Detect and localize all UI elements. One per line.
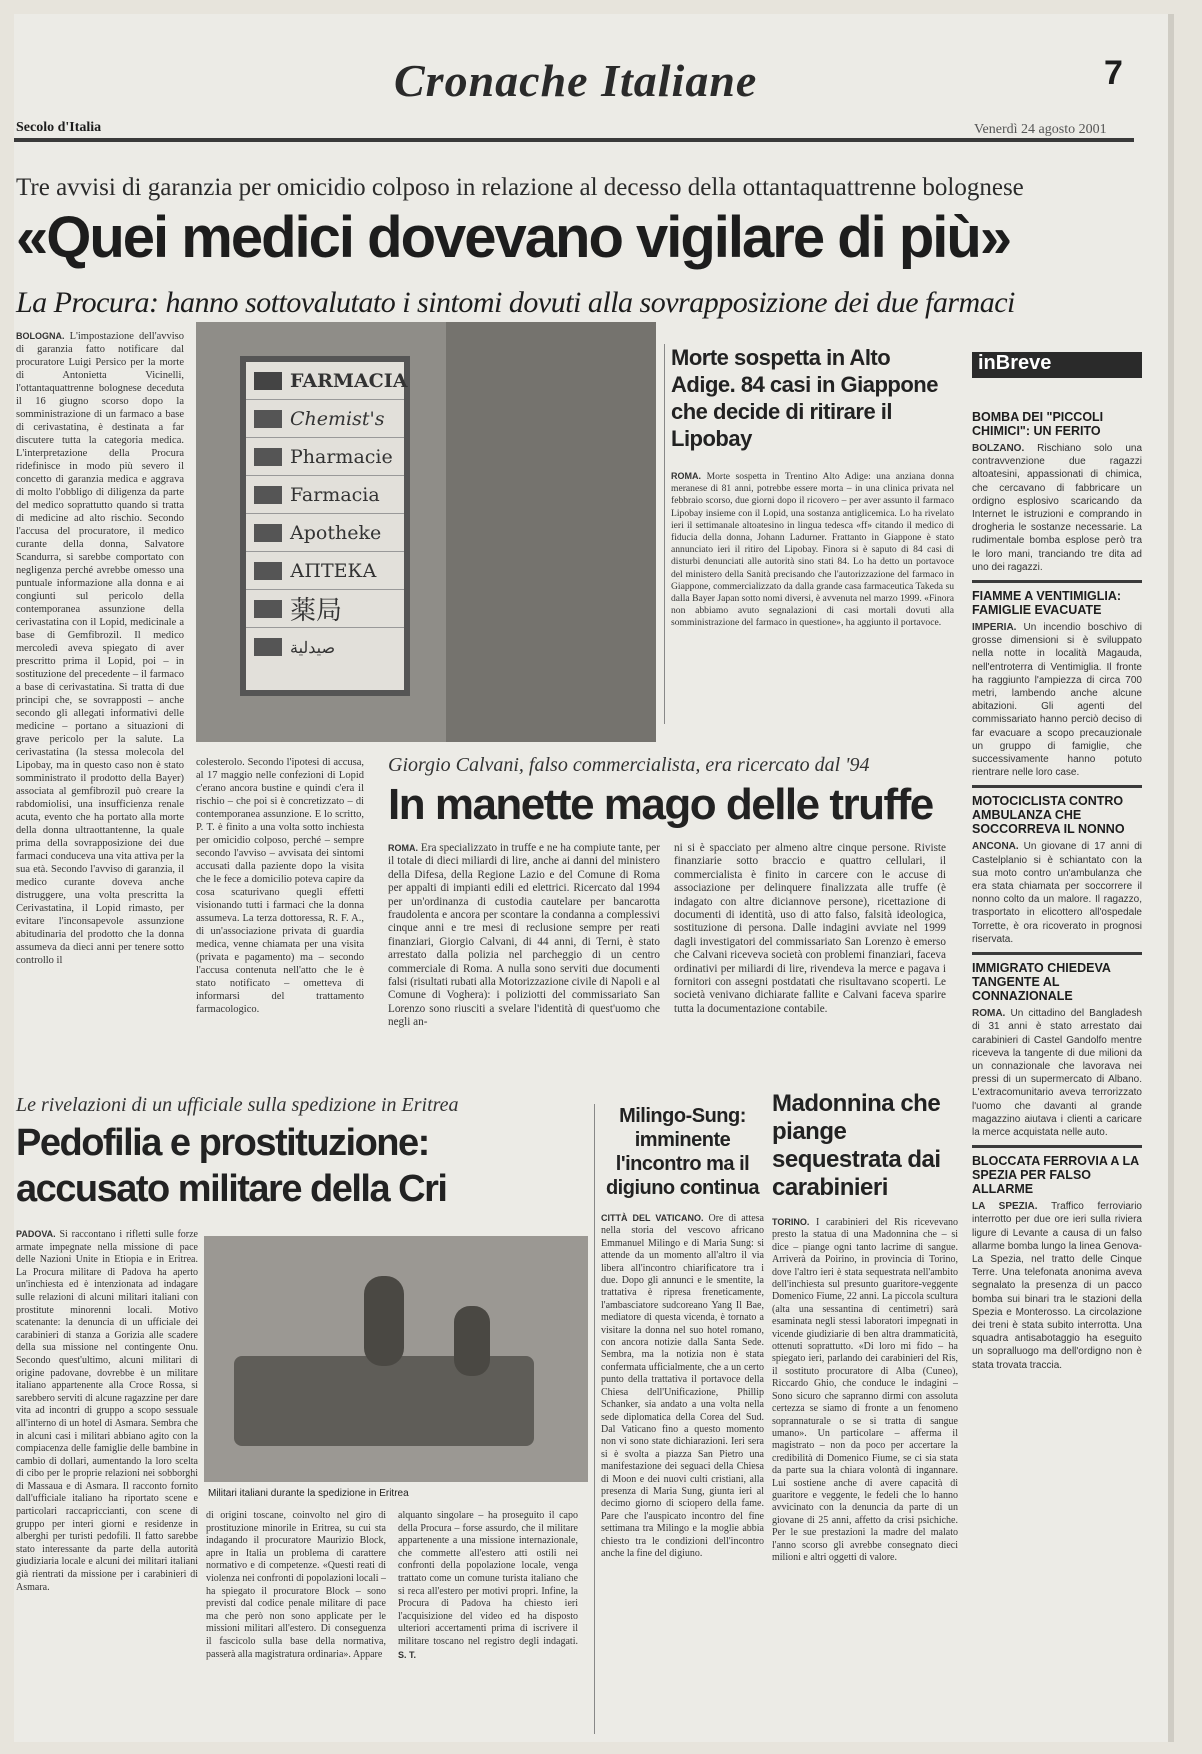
truffe-column-2 <box>674 842 946 1082</box>
brief-divider <box>972 580 1142 583</box>
brief-dateline: ROMA. <box>972 1008 1006 1020</box>
brief-body <box>972 1200 1142 1372</box>
truffe-col1-text: Era specializzato in truffe e ne ha compiute tante, per il totale di dieci miliardi di lire, anche ai danni del ministero della Difesa, della Regione Lazio e del Comune di Roma per appalti di impianti edili ed elettrici. Ricercato dal 1994 per un'ordinanza di custodia cautelare per bancarotta fraudolenta e ancora per scontare la condanna a complessivi cinque anni e tre mesi di reclusione sempre per reati finanziari, Giorgio Calvani, di 44 anni, di Terni, è stato arrestato dalla polizia nel parcheggio di un centro commerciale di Roma. A nulla sono serviti due documenti falsi (risultati rubati alla Motorizzazione civile di Napoli e al Comune di Voghera): i poliziotti del commissariato San Lorenzo sono riusciti a svelare l'identità di quest'uomo che negli an- <box>388 842 660 1029</box>
truffe-col2-text: ni si è spacciato per almeno altre cinque persone. Riviste finanziarie sotto braccio e quattro cellulari, il commercialista è finito in carcere con le accuse di associazione per delinquere finalizzata alle truffe (è indagato con altre diciannove persone), ricettazione di documenti di identità, uso di atto falso, falsità ideologica, sostituzione di persona. Dalle indagini avviate nel 1999 dagli investigatori del commissariato San Lorenzo è emerso che Calvani riceveva società con problemi finanziari, faceva ordinativi per miliardi di lire, rivendeva la merce e pagava i fornitori con assegni postdatati che risultavano scoperti. Le società venivano dichiarate fallite e Calvani faceva sparire tutta la documentazione contabile. <box>674 842 946 1015</box>
milingo-body <box>601 1212 764 1682</box>
soldier-shape <box>364 1276 404 1366</box>
building-wall <box>446 322 656 742</box>
pharmacy-sign <box>240 356 410 696</box>
cross-icon <box>254 372 282 390</box>
cri-photo-caption: Militari italiani durante la spedizione in Eritrea <box>208 1488 409 1499</box>
milingo-text: Ore di attesa nella storia del vescovo africano Emmanuel Milingo e di Maria Sung: si attende da un momento all'altro il via libera all'incontro chiarificatore tra i due. Dopo gli annunci e le smentite, la trattativa è ripresa freneticamente, l'ambasciatore sudcoreano Yang Il Bae, mediatore di questa vicenda, è tornato a visitare la donna nel suo hotel romano, con ancora notizie dalla Santa Sede. Sembra, ma la notizia non è stata confermata ufficialmente, che a un certo punto della trattativa il portavoce della Chiesa dell'Unificazione, Phillip Schanker, sia andato a una volta nella sede diplomatica della Corea del Sud. Dal Vaticano fino a questo momento non vi sono state dichiarazioni. Ieri sera si è svolta a piazza San Pietro una manifestazione dei seguaci della Chiesa di Moon e dei nuovi culti cristiani, alla presenza di Maria Sung, giunta ieri al decimo giorno di sciopero della fame. Pare che l'auspicato incontro del fine settimana tra Milingo e la moglie abbia chiesto tra le condizioni dell'incontro anche la fine del digiuno. <box>601 1213 764 1559</box>
brief-body <box>972 621 1142 779</box>
flag-icon <box>254 448 282 466</box>
sign-word: АПТЕКА <box>290 559 377 582</box>
issue-date: Venerdì 24 agosto 2001 <box>974 122 1107 137</box>
sign-row <box>246 514 404 552</box>
truffe-column-1 <box>388 842 660 1082</box>
lipobay-text: Morte sospetta in Trentino Alto Adige: una anziana donna meranese di 81 anni, potrebbe essere morta – in una clinica privata nel febbraio scorso, due giorni dopo il ricovero – per aver assunto il farmaco Lipobay insieme con il Lopid, una sostanza antiglicemica. Lo ha rivelato ieri il settimanale altoatesino in lingua tedesca «ff» citando il medico di fiducia della donna, Johann Ladurner. Frattanto in Giappone è stato annunciato ieri il ritiro del Lipobay. Finora si è saputo di 84 casi di disturbi denunciati alle autorità sino stati 84. Lo ha detto un portavoce del ministero della Sanità precisando che l'autorizzazione del farmaco in Giappone, commercializzato da dalla grande casa farmaceutica Takeda su dalla Bayer Japan sotto nomi diversi, è avvenuta nel marzo 1999. «Finora non abbiamo avuto segnalazioni di casi mortali dovuti alla somministrazione del farmaco in questione», ha aggiunto il portavoce. <box>671 471 954 629</box>
tank-shape <box>234 1356 534 1446</box>
newspaper-page <box>14 14 1174 1742</box>
sign-row <box>246 628 404 666</box>
milingo-box <box>594 1104 764 1734</box>
brief-text: Un cittadino del Bangladesh di 31 anni è stato arrestato dai carabinieri di Castel Gandolfo mentre riceveva la tangente di due milioni da un connazionale che lavorava nei pressi di un supermercato di Albano. L'extracomunitario aveva terrorizzato l'uomo che davanti al grande magazzino aiutava i clienti a caricare la merce acquistata nelle auto. <box>972 1008 1142 1138</box>
brief-divider <box>972 1145 1142 1148</box>
sign-row <box>246 476 404 514</box>
madonnina-box <box>772 1090 958 1730</box>
flag-icon <box>254 562 282 580</box>
lead-headline: «Quei medici dovevano vigilare di più» <box>16 205 1011 270</box>
lead-dateline: BOLOGNA. <box>16 331 65 341</box>
sign-row <box>246 438 404 476</box>
sign-word: Chemist's <box>290 407 385 430</box>
sign-word: 薬局 <box>290 596 343 626</box>
brief-item <box>972 410 1142 574</box>
sign-word: Pharmacie <box>290 445 393 468</box>
madonnina-text: I carabinieri del Ris ricevevano presto la statua di una Madonnina che – si dice – piange ogni tanto lacrime di sangue. Arriverà da Poirino, in provincia di Torino, dove l'altro ieri è stata sequestrata nell'ambito dell'inchiesta sul presunto guaritore-veggente Domenico Fiume, 22 anni. La piccola scultura (alta una sessantina di centimetri) sarà esaminata negli stessi laboratori impegnati in vicende giudiziarie di ben altra drammaticità, ottenuti soprattutto. «Di loro mi fido – ha spiegato ieri, parlando dei carabinieri del Ris, il sostituto procuratore di Alba (Cuneo), Riccardo Ghio, che conduce le indagini – Sono sicuro che sapranno dirmi con assoluta certezza se siamo di fronte a un fenomeno soprannaturale o se si tratta di sangue umano». Un particolare – afferma il magistrato – non da poco per accertare la credibilità di Domenico Fiume, se ci sia stata da parte sua la chiara volontà di ingannare. Lui sostiene anche di avere capacità di guaritore e veggente, le fedeli che lo hanno avvicinato con la denuncia da parte di un giovane di 25 anni, affetto da crisi psichiche. Per le sue prestazioni la madre del malato l'anno scorso gli avrebbe consegnato dieci milioni e altri oggetti di valore. <box>772 1217 958 1563</box>
sign-word: صيدلية <box>290 637 336 657</box>
brief-body <box>972 840 1142 946</box>
brief-title: FIAMME A VENTIMIGLIA: FAMIGLIE EVACUATE <box>972 589 1122 618</box>
flag-icon <box>254 524 282 542</box>
cri-column-3 <box>398 1510 578 1738</box>
masthead-rule <box>14 138 1134 142</box>
flag-icon <box>254 486 282 504</box>
brief-text: Un giovane di 17 anni di Castelplanio si è schiantato con la sua moto contro un'ambulanza che era stata chiamata per soccorrere il nonno colto da un malore. Il ragazzo, trasportato in elicottero all'ospedale Torrette, è ora ricoverato in prognosi riservata. <box>972 841 1142 945</box>
cri-col1-text: Si raccontano i rifletti sulle forze armate impegnate nella missione di pace delle Nazioni Unite in Etiopia e in Eritrea. La Procura militare di Padova ha aperto un'inchiesta ed è intenzionata ad indagare sulle relazioni di alcuni militari italiani con prostitute minorenni locali. Motivo scatenante: la denuncia di un ufficiale dei carabinieri di stanza a Gorizia alle scadere della sua missione nel contingente Onu. Secondo quest'ultimo, alcuni militari di origine padovane, dovrebbe è un militare italiano appartenente alla Croce Rossa, si sarebbero serviti di alcune ragazzine per dare vita ad incontri di gruppo a scopo sessuale all'interno di un hotel di Asmara. Sembra che in alcuni casi i militari abbiano agito con la compiacenza delle famiglie delle bambine in cambio di dollari, aumentando la loro scelta di cibo per le proprie relazioni nei sobborghi di Massaua e di Asmara. Il racconto fornito dall'ufficiale italiano ha riportato scene e particolari raccapriccianti, con scene di gruppo per interi giorni e residenze in alberghi per turisti pedofili. Il fatto sarebbe stato interessante da parte della autorità giudiziaria locale e alcuni dei militari italiani già rientrati da missione per i carabinieri di Asmara. <box>16 1229 198 1593</box>
truffe-dateline: ROMA. <box>388 843 418 853</box>
cri-dateline: PADOVA. <box>16 1229 56 1239</box>
cri-kicker: Le rivelazioni di un ufficiale sulla spedizione in Eritrea <box>16 1094 459 1116</box>
cri-signature: S. T. <box>398 1649 417 1660</box>
lead-kicker: Tre avvisi di garanzia per omicidio colposo in relazione al decesso della ottantaquattrenne bolognese <box>16 174 1024 201</box>
lipobay-box <box>664 344 954 724</box>
sign-row <box>246 590 404 628</box>
brief-item <box>972 961 1142 1139</box>
brief-body <box>972 442 1142 574</box>
flag-icon <box>254 638 282 656</box>
cri-column-1 <box>16 1228 198 1738</box>
brief-title: BLOCCATA FERROVIA A LA SPEZIA PER FALSO ALLARME <box>972 1154 1139 1197</box>
brief-text: Un incendio boschivo di grosse dimensioni si è sviluppato nella notte in località Magauda, nell'entroterra di Ventimiglia. Il fronte ha raggiunto l'ampiezza di circa 700 metri, lambendo anche alcune abitazioni. Gli agenti del commissariato hanno perciò deciso di far evacuare a scopo precauzionale un gruppo di famiglie, che successivamente hanno potuto rientrare nelle loro case. <box>972 622 1142 779</box>
soldier-shape <box>454 1306 490 1376</box>
sign-word: FARMACIA <box>290 369 408 392</box>
section-title: Cronache Italiane <box>394 55 758 106</box>
brief-title: BOMBA DEI "PICCOLI CHIMICI": UN FERITO <box>972 410 1104 438</box>
inbreve-column <box>972 410 1142 1730</box>
lead-column-2 <box>196 756 364 1046</box>
sign-row <box>246 552 404 590</box>
lipobay-dateline: ROMA. <box>671 471 701 481</box>
lead-column-1 <box>16 330 184 1046</box>
truffe-headline: In manette mago delle truffe <box>388 780 933 829</box>
milingo-title: Milingo-Sung: imminente l'incontro ma il digiuno continua <box>605 1105 760 1199</box>
cri-col2-text: di origini toscane, coinvolto nel giro di prostituzione minorile in Eritrea, su cui sta indagando il procuratore Maurizio Block, apre in Italia un problema di carattere normativo e di competenze. «Questi reati di violenza nei confronti di popolazioni locali – ha spiegato il procuratore Block – sono previsti dal codice penale militare di pace ma che però non sono applicate per le missioni militari all'estero. Di conseguenza il fascicolo sulla base della normativa, passerà alla magistratura ordinaria». Appare <box>206 1510 386 1660</box>
lead-col2-text: colesterolo. Secondo l'ipotesi di accusa, al 17 maggio nelle confezioni di Lopid c'erano ancora bustine e quindi c'era il rischio – che poi si è concretizzato – di contemporanea assunzione. E lo scritto, P. T. è finito a una volta sotto inchiesta per omicidio colposo, perché – sempre secondo l'avviso – avvisata dei sintomi accusati dalla paziente dopo la visita che le fece a domicilio poteva capire da cosa scaturivano quegli effetti visionando tutti i farmaci che la donna assumeva. La terza dottoressa, R. F. A., di un'associazione privata di guardia medica, venne chiamata per una visita (privata e pagamento) ma – secondo l'accusa contenuta nell'atto che le è stato notificato – ometteva di informarsi del trattamento farmacologico. <box>196 757 364 1015</box>
brief-dateline: BOLZANO. <box>972 443 1025 454</box>
brief-item <box>972 794 1142 946</box>
pharmacy-photo <box>196 322 656 742</box>
brief-dateline: ANCONA. <box>972 841 1019 853</box>
lipobay-title: Morte sospetta in Alto Adige. 84 casi in Giappone che decide di ritirare il Lipobay <box>671 345 938 451</box>
brief-text: Rischiano solo una contravvenzione due ragazzi altoatesini, appassionati di chimica, che cercavano di fabbricare un ordigno esplosivo scaricando da Internet le istruzioni e comprando in drogheria le sostanze necessarie. La rudimentale bomba esplose però tra le loro mani, tranciando tre dita ad uno dei ragazzi. <box>972 443 1142 573</box>
cri-col3-text: alquanto singolare – ha proseguito il capo della Procura – forse assurdo, che il militare appartenente a una missione internazionale, che commette all'estero atti ostili nei confronti della popolazione locale, venga trattato come un comune turista italiano che si reca all'estero per motivi propri. Infine, la Procura di Padova ha chiesto ieri l'acquisizione del video ed ha disposto ulteriori accertamenti prima di iscrivere il militare toscano nel registro degli indagati. <box>398 1510 578 1647</box>
cri-column-2 <box>206 1510 386 1738</box>
madonnina-body <box>772 1216 958 1726</box>
brief-body <box>972 1007 1142 1139</box>
brief-item <box>972 589 1142 779</box>
brief-divider <box>972 952 1142 955</box>
madonnina-title: Madonnina che piange sequestrata dai carabinieri <box>772 1090 941 1201</box>
sign-word: Farmacia <box>290 483 380 506</box>
sign-row <box>246 362 408 400</box>
inbreve-header: inBreve <box>972 352 1142 378</box>
flag-icon <box>254 410 282 428</box>
sign-word: Apotheke <box>290 521 382 544</box>
paper-name: Secolo d'Italia <box>16 120 102 135</box>
madonnina-dateline: TORINO. <box>772 1217 810 1227</box>
soldiers-photo <box>204 1236 588 1482</box>
brief-dateline: LA SPEZIA. <box>972 1201 1038 1213</box>
truffe-kicker: Giorgio Calvani, falso commercialista, era ricercato dal '94 <box>388 754 870 776</box>
page-number: 7 <box>1104 54 1123 92</box>
sign-row <box>246 400 404 438</box>
brief-text: Traffico ferroviario interrotto per due ore ieri sulla riviera ligure di Levante a causa di un falso allarme bomba lungo la linea Genova-La Spezia, nel tratto delle Cinque Terre. Una telefonata anonima aveva segnalato la presenza di un pacco bomba sui binari tra le stazioni della Spezia e Monterosso. La circolazione dei treni è stata subito interrotta. Una squadra antisabotaggio ha eseguito un sopralluogo ma dell'ordigno non è stata trovata traccia. <box>972 1201 1142 1371</box>
lead-col1-text: L'impostazione dell'avviso di garanzia fatto notificare dal procuratore Luigi Persico per la morte di Antonietta Vicinelli, l'ottantaquattrenne bolognese deceduta il 16 giugno scorso dopo la somministrazione di un farmaco a base di cerivastatina, è destinata a far discutere tutta la categoria medica. L'interpretazione della Procura ridefinisce in modo più severo il concetto di garanzia medica e aggrava di molto l'obbligo di diligenza da parte del medico soprattutto quando si tratta di medicine ad alto rischio. Secondo l'accusa del procuratore, il medico curante della donna, Salvatore Scandurra, si sarebbe comportato con negligenza perché avrebbe omesso una puntuale informazione alla donna e ai congiunti sul pericolo della contemporanea assunzione della cerivastatina con il Lopid, medicinale a base di Gemfibrozil. Il medico mercoledì aveva spiegato di aver prescritto prima il Lopid, poi – in sostituzione del precedente – il farmaco a base di cerivastatina. Si tratta di due principi che, se sovrapposti – anche secondo gli allegati informativi delle medicine – portano a situazioni di grave pericolo per la salute. La cerivastatina (la stessa molecola del Lipobay, ma in questo caso non è stato somministrato il prodotto della Bayer) associata al gemfibrozil può creare la rabdomiolisi, una insufficienza renale acuta, evento che ha portato alla morte della donna ultraottantenne, la quale prima della sovrapposizione dei due farmaci conduceva una vita attiva per la sua età. Secondo l'avviso di garanzia, il medico curante doveva anche distruggere, una volta prescritta la Cerivastatina, il Lopid rimasto, per evitare l'inconsapevole assunzione abitudinaria del prodotto che la donna assumeva da dieci anni per tenere sotto controllo il <box>16 331 184 966</box>
lipobay-body <box>665 470 954 720</box>
brief-item <box>972 1154 1142 1372</box>
lead-subhead: La Procura: hanno sottovalutato i sintomi dovuti alla sovrapposizione dei due farmaci <box>16 286 1015 319</box>
flag-icon <box>254 600 282 618</box>
brief-title: IMMIGRATO CHIEDEVA TANGENTE AL CONNAZIONALE <box>972 961 1111 1004</box>
brief-dateline: IMPERIA. <box>972 622 1017 634</box>
cri-headline: Pedofilia e prostituzione: accusato militare della Cri <box>16 1122 447 1210</box>
brief-divider <box>972 785 1142 788</box>
brief-title: MOTOCICLISTA CONTRO AMBULANZA CHE SOCCORREVA IL NONNO <box>972 794 1125 837</box>
milingo-dateline: CITTÀ DEL VATICANO. <box>601 1213 704 1223</box>
